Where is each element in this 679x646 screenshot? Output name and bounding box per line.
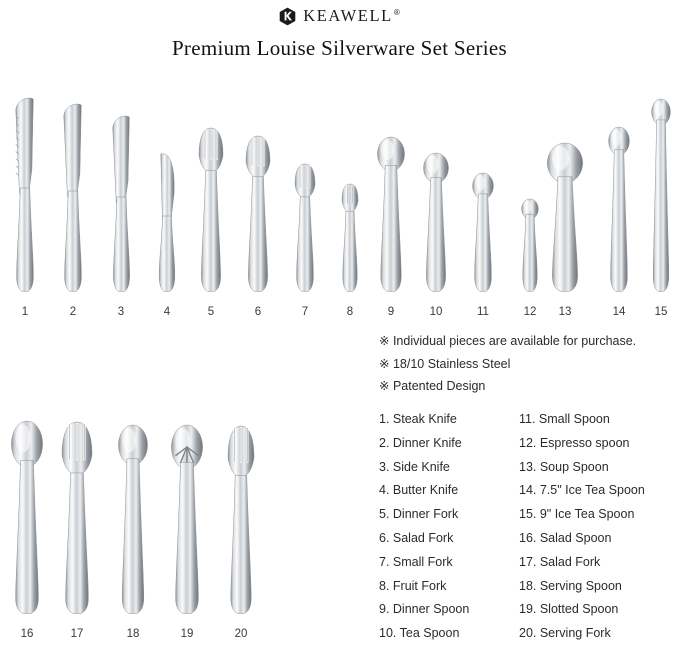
cutlery-number-label: 3 <box>117 306 125 318</box>
cutlery-number-label: 7 <box>301 306 309 318</box>
cutlery-tea-spoon <box>420 150 452 292</box>
cutlery-number-label: 6 <box>254 306 262 318</box>
cutlery-serving-fork <box>224 422 258 614</box>
cutlery-number-label: 11 <box>477 306 489 318</box>
cutlery-number-label: 15 <box>654 306 668 318</box>
cutlery-dinner-fork <box>195 124 227 292</box>
page-title: Premium Louise Silverware Set Series <box>171 36 508 60</box>
legend-item: 11. Small Spoon <box>519 412 610 426</box>
legend-item: 1. Steak Knife <box>379 412 457 426</box>
brand-name <box>303 6 400 26</box>
legend-item: 10. Tea Spoon <box>379 626 460 641</box>
legend-item: 8. Fruit Fork <box>379 578 447 593</box>
cutlery-dinner-knife <box>59 102 87 292</box>
cutlery-salad-fork <box>242 132 274 292</box>
legend-item: 7. Small Fork <box>379 554 453 569</box>
cutlery-dinner-spoon <box>374 134 408 292</box>
cutlery-number-label: 16 <box>20 628 34 640</box>
cutlery-soup-spoon <box>544 140 586 292</box>
cutlery-side-knife <box>108 114 135 292</box>
cutlery-row-bottom <box>0 400 300 640</box>
cutlery-ice-tea-spoon-9 <box>648 96 674 292</box>
legend <box>379 408 679 646</box>
cutlery-butter-knife <box>154 152 180 292</box>
cutlery-espresso-spoon <box>518 196 542 292</box>
brand-header <box>0 6 679 26</box>
registered-mark: ® <box>393 7 400 17</box>
legend-item: 19. Slotted Spoon <box>519 602 619 617</box>
cutlery-number-label: 8 <box>346 306 354 318</box>
legend-column-right <box>519 408 679 646</box>
cutlery-number-label: 17 <box>70 628 84 640</box>
legend-item: 2. Dinner Knife <box>379 435 462 450</box>
cutlery-small-fork <box>291 160 319 292</box>
cutlery-number-label: 5 <box>207 306 215 318</box>
notes-list <box>379 330 679 398</box>
cutlery-small-spoon <box>469 170 497 292</box>
cutlery-number-label: 12 <box>523 306 537 318</box>
legend-item: 14. 7.5" Ice Tea Spoon <box>519 483 645 498</box>
hexagon-k-logo-icon <box>279 7 296 26</box>
legend-item: 9. Dinner Spoon <box>379 602 470 617</box>
cutlery-number-label: 4 <box>163 306 171 318</box>
cutlery-salad-fork <box>58 418 96 614</box>
cutlery-number-label: 9 <box>387 306 395 318</box>
cutlery-number-label: 14 <box>612 306 626 318</box>
brand-name-text: KEAWELL <box>303 6 393 25</box>
cutlery-slotted-spoon <box>168 422 206 614</box>
legend-item: 4. Butter Knife <box>379 483 459 498</box>
cutlery-salad-spoon <box>8 418 46 614</box>
legend-item: 20. Serving Fork <box>519 626 611 641</box>
note-item: ※ Patented Design <box>379 379 486 393</box>
cutlery-ice-tea-spoon-7 <box>605 124 633 292</box>
legend-item: 12. Espresso spoon <box>519 435 630 450</box>
cutlery-number-label: 18 <box>126 628 140 640</box>
legend-item: 5. Dinner Fork <box>379 507 459 522</box>
note-item: ※ 18/10 Stainless Steel <box>379 356 511 371</box>
legend-item: 16. Salad Spoon <box>519 530 612 545</box>
note-item: ※ Individual pieces are available for purchase. <box>379 334 637 348</box>
cutlery-number-label: 19 <box>180 628 194 640</box>
cutlery-number-label: 20 <box>234 628 248 640</box>
legend-item: 3. Side Knife <box>379 459 450 474</box>
cutlery-fruit-fork <box>338 180 362 292</box>
cutlery-number-label: 10 <box>429 306 443 318</box>
legend-item: 13. Soup Spoon <box>519 459 609 474</box>
cutlery-row-top <box>0 78 679 318</box>
cutlery-serving-spoon <box>115 422 151 614</box>
cutlery-number-label: 13 <box>558 306 572 318</box>
cutlery-steak-knife <box>11 96 39 292</box>
legend-item: 6. Salad Fork <box>379 530 454 545</box>
legend-item: 15. 9" Ice Tea Spoon <box>519 507 635 522</box>
legend-item: 18. Serving Spoon <box>519 578 622 593</box>
legend-column-left <box>379 408 519 646</box>
legend-item: 17. Salad Fork <box>519 554 601 569</box>
cutlery-number-label: 1 <box>21 306 29 318</box>
cutlery-number-label: 2 <box>69 306 77 318</box>
